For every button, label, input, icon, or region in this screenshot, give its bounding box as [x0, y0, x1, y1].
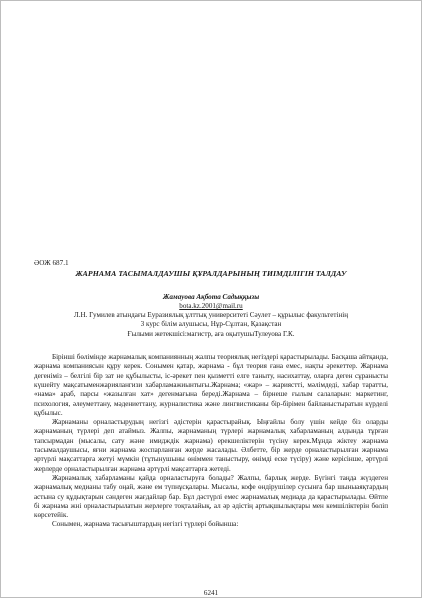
author-email[interactable]: bota.kz.2001@mail.ru [179, 301, 243, 310]
author-name: Жамауова Ақбота Садыққызы [162, 292, 260, 301]
supervisor-line: Ғылыми жетекшісі:магистр, аға оқытушыТулеуова Г.К. [127, 329, 295, 338]
body-paragraph: Сонымен, жарнама тасығыштардың негізгі түрлері бойынша: [52, 520, 239, 529]
spacer [34, 339, 388, 353]
page-number: 6241 [203, 589, 219, 597]
affiliation-line: Л.Н. Гумилев атындағы Еуразиялық ұлттық университеті Сәулет – құрылыс факультетінің [73, 311, 349, 320]
document-body [34, 259, 388, 530]
article-title: ЖАРНАМА ТАСЫМАЛДАУШЫ ҚҰРАЛДАРЫНЫҢ ТИІМДІЛІГІН ТАЛДАУ [75, 269, 347, 279]
body-paragraph: Жарнаманы орналастырудың негізгі әдістерін қарастырайық. Ыңғайлы болу үшін кейде біз оларды жарнаманың түрлері деп атаймыз. Жалпы, жарнаманың түрлері жарнамалық хабарламаның алдында тұрған тапсырмадан (мысалы, сату және имидждік жарнама) ерекшеліктерін түсіну керек.Мұнда жіктеу жарнама тасымалдаушысы, яғни жарнама жоспарланған жерде жасалады. Әлбетте, бір жерде орналастырылған жарнама әртүрлі мақсаттарға жетуі мүмкін (тұтынушыны өніммен таныстыру, өнімді еске түсіру) және керісінше, әртүрлі жерлерде орналастырылған жарнама әртүрлі мақсаттарға жетеді. [34, 418, 388, 473]
udc-code: ӘОЖ 687.1 [34, 259, 69, 267]
body-paragraph: Жарнамалық хабарламаны қайда орналастыруға болады? Жалпы, барлық жерде. Бүгінгі таңда жүздеген жарнамалық медианы табу оңай, және ем түпнұсқалары. Мысалы, кофе өндірушілер сусынға бар шыныаяқтардың астына су құдықтарын сәндеген жағдайлар бар. Бұл дәстүрлі емес жарнамалық медиада да қарастырылады. Өйтпе бі жарнама жні орналастырылатын жерлерге тоқталайық, ал әр әдістің артықшылықтары мен кемшіліктерін бөліп көрсетейік. [34, 473, 388, 520]
affiliation-line: 3 курс білім алушысы, Нұр-Сұлтан, Қазақстан [140, 320, 282, 329]
body-paragraph: Бірінші бөлімінде жарнамалық компаниянның жалпы теориялық негіздері қарастырылады. Басқаша айтқанда, жарнама компаниясын құру керек. Сонымен қатар, жарнама - бұл теория ғана емес, нақты әрекеттер. Жарнама дегеніміз – белгілі бір зат не құбылысты, іс-әрекет пен қызметті елге таныту, насихаттау, оларға деген сұранысты күшейту мақсатыменжариялангизи хабарламажиынтығы.Жарнама; «жар» – жариястті, мәлімдеді, хабар таратты, «нама» араб, парсы «жазылған хат» дегенмағына береді.Жарнама – бірнеше ғылым салаларын: маркетинг, психология, әлеуметтану, мәдениеттану, журналистика және лингвистиканы бір-бірімен байланыстыратын күрделі құбылыс. [34, 353, 388, 417]
